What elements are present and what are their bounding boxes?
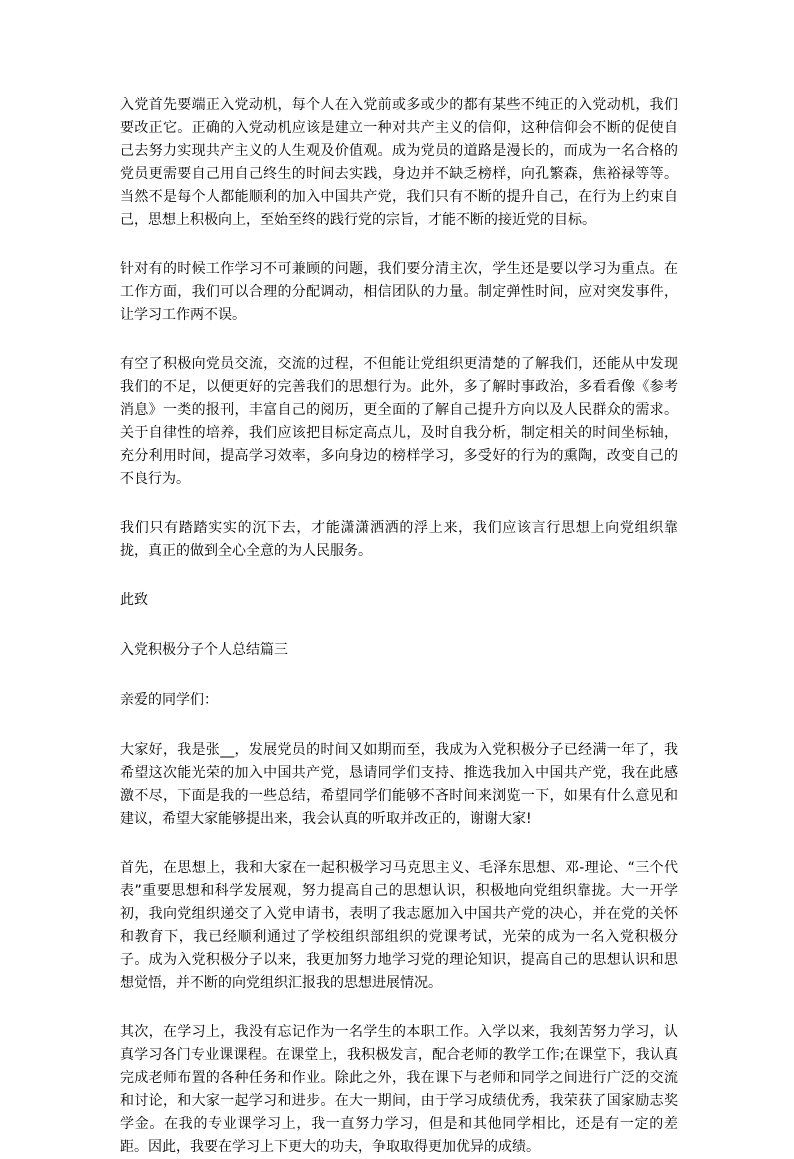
paragraph-study: 其次，在学习上，我没有忘记作为一名学生的本职工作。入学以来，我刻苦努力学习，认真学习各门专业课课程。在课堂上，我积极发言，配合老师的教学工作;在课堂下，我认真完成老师布置的各种任务和作业。除此之外，我在课下与老师和同学之间进行广泛的交流和讨论，和大家一起学习和进步。在大一期间，由于学习成绩优秀，我荣获了国家励志奖学金。在我的专业课学习上，我一直努力学习，但是和其他同学相比，还是有一定的差距。因此，我要在学习上下更大的功夫，争取取得更加优异的成绩。: [120, 1024, 678, 1155]
closing-salutation: 此致: [120, 592, 148, 608]
section-heading: 入党积极分子个人总结篇三: [120, 642, 288, 658]
document-body: [120, 94, 678, 1159]
greeting: 亲爱的同学们：: [120, 692, 218, 708]
paragraph-communication-self-discipline: 有空了积极向党员交流，交流的过程，不但能让党组织更清楚的了解我们，还能从中发现我们的不足，以便更好的完善我们的思想行为。此外，多了解时事政治，多看看像《参考消息》一类的报刊，丰富自己的阅历，更全面的了解自己提升方向以及人民群众的需求。关于自律性的培养，我们应该把目标定高点儿，及时自我分析，制定相关的时间坐标轴，充分利用时间，提高学习效率，多向身边的榜样学习，多受好的行为的熏陶，改变自己的不良行为。: [120, 356, 678, 487]
paragraph-introduction: 大家好，我是张__，发展党员的时间又如期而至，我成为入党积极分子已经满一年了，我希望这次能光荣的加入中国共产党，恳请同学们支持、推选我加入中国共产党，我在此感激不尽，下面是我的一些总结，希望同学们能够不吝时间来浏览一下，如果有什么意见和建议，希望大家能够提出来，我会认真的听取并改正的，谢谢大家!: [120, 742, 678, 827]
paragraph-ideology: 首先，在思想上，我和大家在一起积极学习马克思主义、毛泽东思想、邓-理论、“三个代表”重要思想和科学发展观，努力提高自己的思想认识，积极地向党组织靠拢。大一开学初，我向党组织递交了入党申请书，表明了我志愿加入中国共产党的决心，并在党的关怀和教育下，我已经顺利通过了学校组织部组织的党课考试，光荣的成为一名入党积极分子。成为入党积极分子以来，我更加努力地学习党的理论知识，提高自己的思想认识和思想觉悟，并不断的向党组织汇报我的思想进展情况。: [120, 860, 678, 991]
paragraph-conclusion: 我们只有踏踏实实的沉下去，才能潇潇洒洒的浮上来，我们应该言行思想上向党组织靠拢，真正的做到全心全意的为人民服务。: [120, 520, 678, 559]
paragraph-work-study-balance: 针对有的时候工作学习不可兼顾的问题，我们要分清主次，学生还是要以学习为重点。在工作方面，我们可以合理的分配调动，相信团队的力量。制定弹性时间，应对突发事件，让学习工作两不误。: [120, 261, 678, 323]
paragraph-party-motivation: 入党首先要端正入党动机，每个人在入党前或多或少的都有某些不纯正的入党动机，我们要改正它。正确的入党动机应该是建立一种对共产主义的信仰，这种信仰会不断的促使自己去努力实现共产主义的人生观及价值观。成为党员的道路是漫长的，而成为一名合格的党员更需要自己用自己终生的时间去实践，身边并不缺乏榜样，向孔繁森，焦裕禄等等。当然不是每个人都能顺利的加入中国共产党，我们只有不断的提升自己，在行为上约束自己，思想上积极向上，至始至终的践行党的宗旨，才能不断的接近党的目标。: [120, 97, 678, 228]
